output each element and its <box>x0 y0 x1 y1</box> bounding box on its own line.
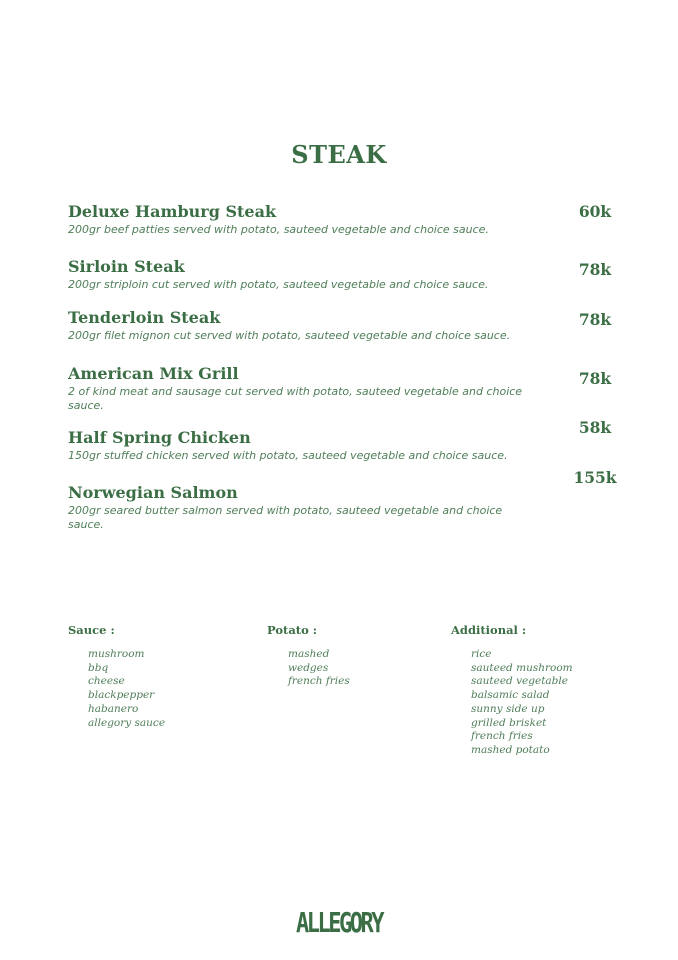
additional-option: sauteed vegetable <box>471 675 568 688</box>
menu-item-description: 200gr seared butter salmon served with potato, sauteed vegetable and choice sauce. <box>68 504 503 531</box>
menu-item-price: 78k <box>578 310 612 329</box>
additional-option: grilled brisket <box>471 716 547 729</box>
potato-heading: Potato : <box>267 623 318 637</box>
menu-item-description: 150gr stuffed chicken served with potato, sauteed vegetable and choice sauce. <box>68 449 508 462</box>
menu-item-name: Tenderloin Steak <box>68 308 221 327</box>
menu-item-description: 2 of kind meat and sausage cut served with potato, sauteed vegetable and choice sauce. <box>68 385 523 412</box>
additional-heading: Additional : <box>451 623 527 637</box>
menu-item-price: 78k <box>578 369 612 388</box>
potato-option: french fries <box>288 675 350 688</box>
menu-item-name: Norwegian Salmon <box>68 483 238 502</box>
menu-item-name: Deluxe Hamburg Steak <box>68 202 277 221</box>
menu-item-name: Half Spring Chicken <box>68 428 251 447</box>
sauce-options <box>88 648 165 730</box>
additional-options <box>471 648 573 758</box>
sauce-heading: Sauce : <box>68 623 115 637</box>
menu-item-price: 155k <box>573 468 617 487</box>
menu-item-description: 200gr striploin cut served with potato, sauteed vegetable and choice sauce. <box>68 278 489 291</box>
additional-option: french fries <box>471 730 533 743</box>
additional-option: sauteed mushroom <box>471 661 573 674</box>
sauce-option: cheese <box>88 675 125 688</box>
menu-item-price: 78k <box>578 260 612 279</box>
additional-option: rice <box>471 648 492 660</box>
sauce-option: bbq <box>88 661 109 674</box>
additional-option: sunny side up <box>471 702 545 715</box>
additional-option: mashed potato <box>471 743 550 756</box>
page-title: STEAK <box>291 140 387 169</box>
sauce-option: blackpepper <box>88 689 155 702</box>
potato-options <box>288 648 350 689</box>
menu-item-price: 60k <box>578 202 612 221</box>
menu-item-name: Sirloin Steak <box>68 257 185 276</box>
brand-logo: ALLEGORY <box>296 908 382 940</box>
potato-option: mashed <box>288 648 330 660</box>
sauce-option: allegory sauce <box>88 716 166 729</box>
menu-item-price: 58k <box>578 418 612 437</box>
menu-item-description: 200gr filet mignon cut served with potato, sauteed vegetable and choice sauce. <box>68 329 511 342</box>
sauce-option: mushroom <box>88 648 145 660</box>
menu-item-description: 200gr beef patties served with potato, sauteed vegetable and choice sauce. <box>68 223 489 236</box>
sauce-option: habanero <box>88 702 139 715</box>
potato-option: wedges <box>288 661 329 674</box>
menu-item-name: American Mix Grill <box>68 364 239 383</box>
additional-option: balsamic salad <box>471 689 550 702</box>
